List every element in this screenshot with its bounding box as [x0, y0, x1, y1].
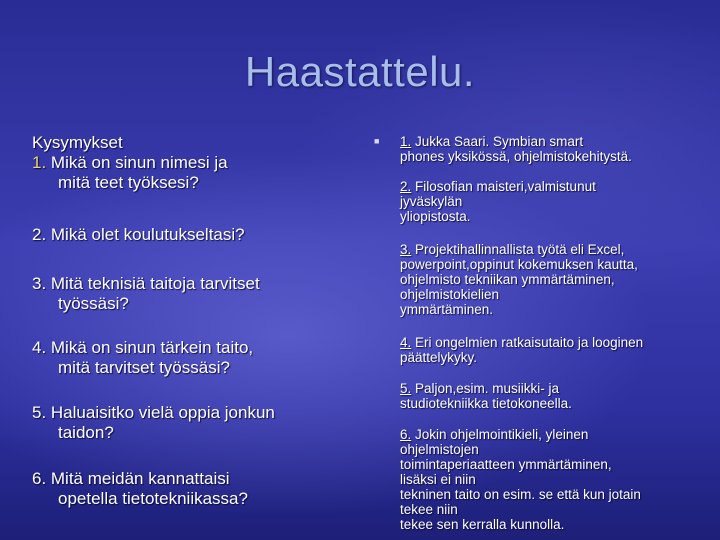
answer-6-line: lisäksi ei niin [400, 472, 476, 487]
answer-3-line: powerpoint,oppinut kokemuksen kautta, [400, 257, 638, 272]
question-1 [32, 153, 352, 193]
answer-3-line: Projektihallinnallista työtä eli Excel, [411, 242, 625, 257]
question-5 [32, 403, 352, 443]
answer-2-line: jyväskylän [400, 194, 463, 209]
answer-3 [400, 242, 700, 317]
answer-1-number: 1. [400, 134, 412, 149]
question-4-line1: 4. Mikä on sinun tärkein taito, [32, 338, 254, 357]
answer-4-line: päättelykyky. [400, 350, 478, 365]
answer-3-number: 3. [400, 242, 412, 257]
answer-5-number: 5. [400, 381, 412, 396]
question-2: 2. Mikä olet koulutukseltasi? [32, 225, 245, 244]
answer-3-line: ohjelmistokielien [400, 287, 500, 302]
answer-5-line: studiotekniikka tietokoneella. [400, 396, 572, 411]
question-4 [32, 338, 352, 378]
question-4-line2: mitä tarvitset työssäsi? [58, 358, 230, 377]
answer-3-line: ohjelmisto tekniikan ymmärtäminen, [400, 272, 615, 287]
answer-2-line: Filosofian maisteri,valmistunut [411, 179, 596, 194]
question-3-line2: työssäsi? [58, 294, 129, 313]
answer-2-number: 2. [400, 179, 412, 194]
question-1-number: 1. [32, 153, 47, 172]
answer-3-line: ymmärtäminen. [400, 302, 494, 317]
answer-6 [400, 427, 700, 532]
answer-1 [400, 134, 700, 164]
slide-title: Haastattelu. [244, 48, 476, 95]
question-5-line1: 5. Haluaisitko vielä oppia jonkun [32, 403, 275, 422]
questions-heading: Kysymykset [32, 133, 123, 152]
answer-2 [400, 179, 700, 224]
question-6-line2: opetella tietotekniikassa? [58, 489, 248, 508]
answer-4-number: 4. [400, 335, 412, 350]
answer-1-line: phones yksikössä, ohjelmistokehitystä. [400, 149, 632, 164]
answer-1-line: Jukka Saari. Symbian smart [411, 134, 584, 149]
answer-6-line: ohjelmistojen [400, 442, 479, 457]
answer-6-line: tekee niin [400, 502, 458, 517]
answer-5-line: Paljon,esim. musiikki- ja [411, 381, 560, 396]
question-6 [32, 469, 352, 509]
answer-4-line: Eri ongelmien ratkaisutaito ja looginen [411, 335, 644, 350]
answer-4 [400, 335, 700, 365]
answer-5 [400, 381, 700, 411]
answer-2-line: yliopistosta. [400, 209, 471, 224]
question-1-line1: Mikä on sinun nimesi ja [46, 153, 228, 172]
question-6-line1: 6. Mitä meidän kannattaisi [32, 469, 230, 488]
answer-6-line: tekee sen kerralla kunnolla. [400, 517, 565, 532]
answer-6-line: tekninen taito on esim. se että kun jotain [400, 487, 641, 502]
square-bullet-icon: ■ [374, 136, 380, 146]
answer-6-line: toimintaperiaatteen ymmärtäminen, [400, 457, 612, 472]
answer-6-line: Jokin ohjelmointikieli, yleinen [411, 427, 589, 442]
question-3-line1: 3. Mitä teknisiä taitoja tarvitset [32, 274, 260, 293]
question-3 [32, 274, 352, 314]
answer-6-number: 6. [400, 427, 412, 442]
question-1-line2: mitä teet työksesi? [58, 173, 199, 192]
question-5-line2: taidon? [58, 423, 114, 442]
